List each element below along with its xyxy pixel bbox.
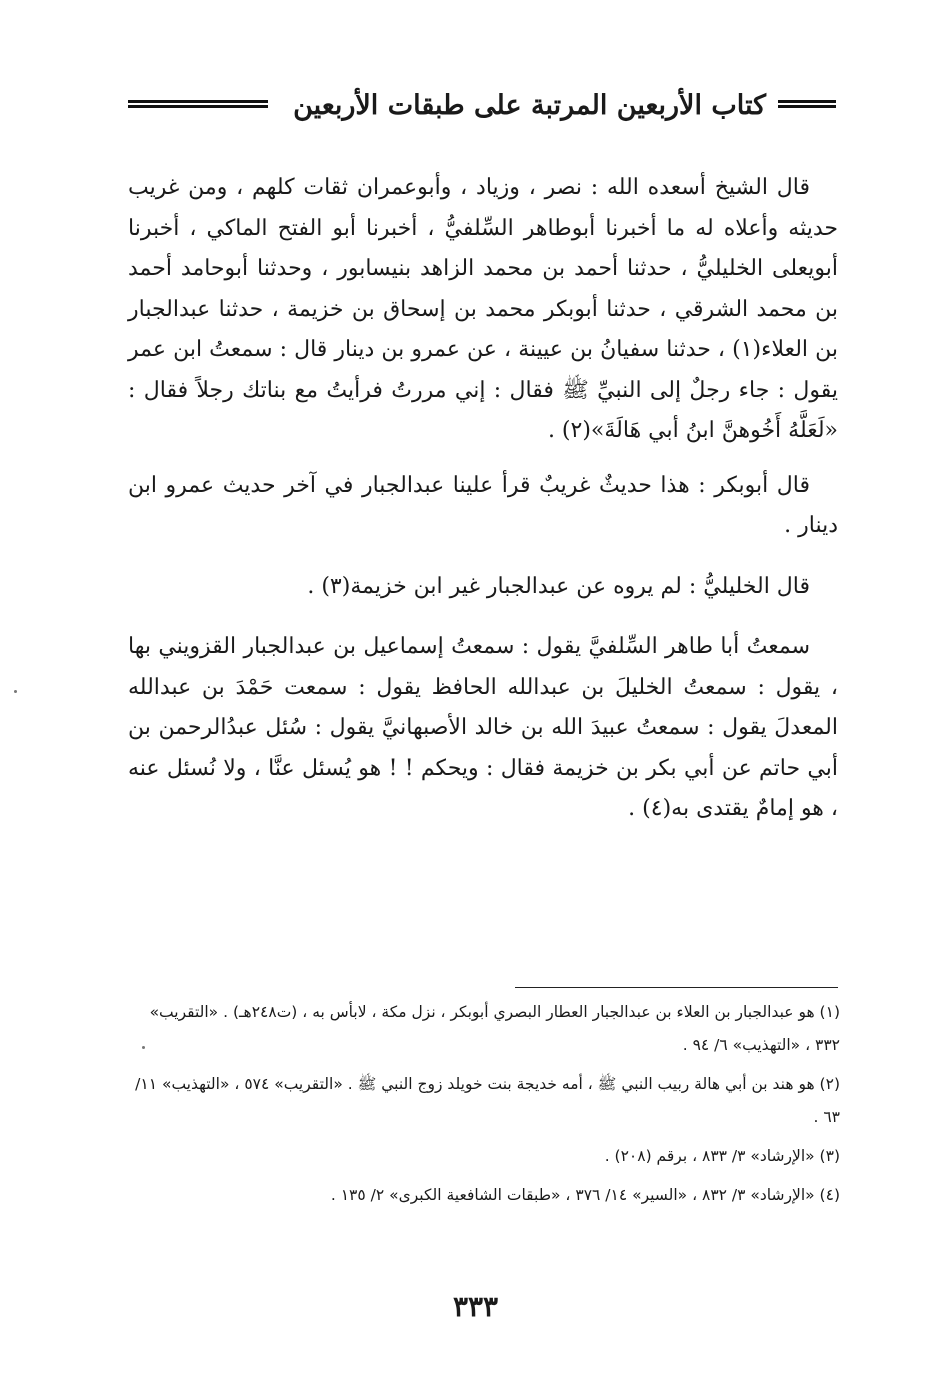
header-rule-right — [778, 100, 836, 108]
footnotes — [128, 996, 840, 1218]
footnote-divider — [515, 987, 838, 988]
scan-speck — [14, 690, 17, 693]
paragraph: قال الشيخ أسعده الله : نصر ، وزياد ، وأبوعمران ثقات كلهم ، ومن غريب حديثه وأعلاه له ما أخبرنا أبوطاهر السِّلفيُّ ، أخبرنا أبو الفتح الماكي ، أخبرنا أبويعلى الخليليُّ ، حدثنا أحمد بن محمد الزاهد بنيسابور ، وحدثنا أبوحامد أحمد بن محمد الشرقي ، حدثنا أبوبكر محمد بن إسحاق بن خزيمة ، حدثنا عبدالجبار بن العلاء(١) ، حدثنا سفيانُ بن عيينة ، عن عمرو بن دينار قال : سمعتُ ابن عمر يقول : جاء رجلٌ إلى النبيِّ ﷺ فقال : إني مررتُ فرأيتُ مع بناتك رجلاً فقال : «لَعَلَّهُ أَخُوهنَّ ابنُ أبي هَالَةَ»(٢) . — [128, 175, 838, 443]
header-title: كتاب الأربعين المرتبة على طبقات الأربعين — [293, 90, 766, 121]
main-text — [128, 168, 838, 850]
running-header — [128, 88, 836, 128]
footnote: (٣) «الإرشاد» ٣/ ٨٣٣ ، برقم (٢٠٨) . — [604, 1147, 840, 1165]
page-number: ٣٣٣ — [452, 1290, 499, 1323]
footnote: (٤) «الإرشاد» ٣/ ٨٣٢ ، «السير» ١٤/ ٣٧٦ ، «طبقات الشافعية الكبرى» ٢/ ١٣٥ . — [330, 1186, 840, 1204]
footnote: (٢) هو هند بن أبي هالة ربيب النبي ﷺ ، أمه خديجة بنت خويلد زوج النبي ﷺ . «التقريب» ٥٧٤ ، «التهذيب» ١١/ ٦٣ . — [135, 1075, 840, 1126]
paragraph: قال أبوبكر : هذا حديثٌ غريبٌ قرأ علينا عبدالجبار في آخر حديث عمرو ابن دينار . — [128, 472, 838, 538]
footnote: (١) هو عبدالجبار بن العلاء بن عبدالجبار العطار البصري أبوبكر ، نزل مكة ، لابأس به ، (ت٢٤٨هـ) . «التقريب» ٣٣٢ ، «التهذيب» ٦/ ٩٤ . — [149, 1003, 840, 1054]
paragraph: سمعتُ أبا طاهر السِّلفيَّ يقول : سمعتُ إسماعيل بن عبدالجبار القزويني بها ، يقول : سمعتُ الخليلَ بن عبدالله الحافظ يقول : سمعت حَمْدَ بن عبدالله المعدلَ يقول : سمعتُ عبيدَ الله بن خالد الأصبهانيَّ يقول : سُئل عبدُالرحمن بن أبي حاتم عن أبي بكر بن خزيمة فقال : ويحكم ! ! هو يُسئل عنَّا ، ولا نُسئل عنه ، هو إمامٌ يقتدى به(٤) . — [128, 634, 838, 821]
paragraph: قال الخليليُّ : لم يروه عن عبدالجبار غير ابن خزيمة(٣) . — [307, 573, 810, 599]
header-rule-left — [128, 100, 268, 108]
scan-speck — [142, 1046, 145, 1049]
